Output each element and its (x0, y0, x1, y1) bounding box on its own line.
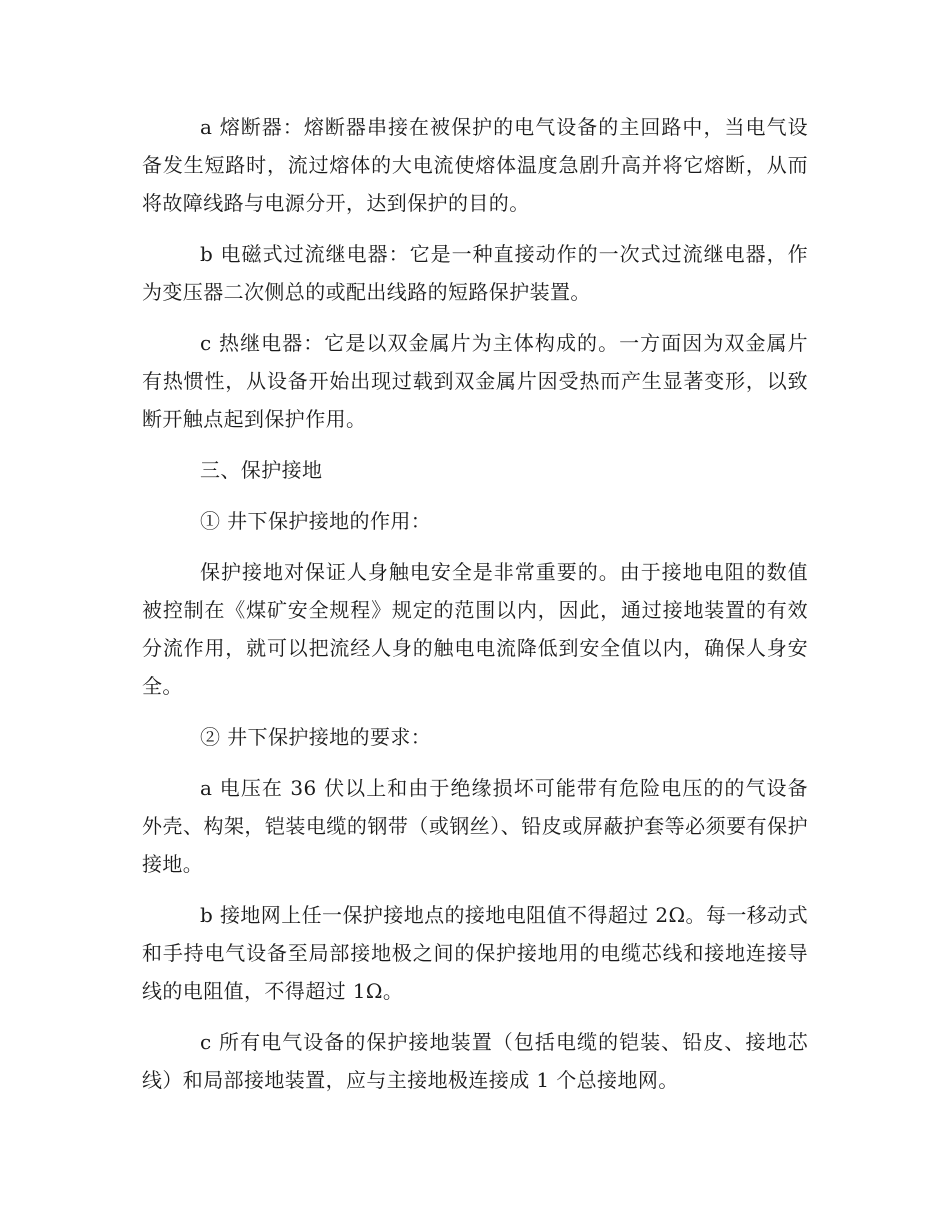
paragraph-requirement-b: b 接地网上任一保护接地点的接地电阻值不得超过 2Ω。每一移动式和手持电气设备至局部接地极之间的保护接地用的电缆芯线和接地连接导线的电阻值，不得超过 1Ω。 (142, 903, 808, 1003)
subheading-grounding-function: ① 井下保护接地的作用： (200, 509, 432, 533)
paragraph-electromagnetic-relay: b 电磁式过流继电器：它是一种直接动作的一次式过流继电器，作为变压器二次侧总的或配出线路的短路保护装置。 (142, 242, 808, 304)
subheading-grounding-requirements: ② 井下保护接地的要求： (200, 725, 432, 749)
section-heading-protective-grounding: 三、保护接地 (200, 458, 323, 482)
paragraph-requirement-a: a 电压在 36 伏以上和由于绝缘损坏可能带有危险电压的的气设备外壳、构架，铠装电缆的钢带（或钢丝）、铅皮或屏蔽护套等必须要有保护接地。 (142, 776, 808, 876)
paragraph-fuse: a 熔断器：熔断器串接在被保护的电气设备的主回路中，当电气设备发生短路时，流过熔体的大电流使熔体温度急剧升高并将它熔断，从而将故障线路与电源分开，达到保护的目的。 (142, 115, 808, 215)
paragraph-requirement-c: c 所有电气设备的保护接地装置（包括电缆的铠装、铅皮、接地芯线）和局部接地装置，应与主接地极连接成 1 个总接地网。 (142, 1030, 808, 1092)
paragraph-grounding-function: 保护接地对保证人身触电安全是非常重要的。由于接地电阻的数值被控制在《煤矿安全规程》规定的范围以内，因此，通过接地装置的有效分流作用，就可以把流经人身的触电电流降低到安全值以内，确保人身安全。 (142, 560, 808, 698)
paragraph-thermal-relay: c 热继电器：它是以双金属片为主体构成的。一方面因为双金属片有热惯性，从设备开始出现过载到双金属片因受热而产生显著变形，以致断开触点起到保护作用。 (142, 331, 808, 431)
document-body (142, 108, 808, 1112)
